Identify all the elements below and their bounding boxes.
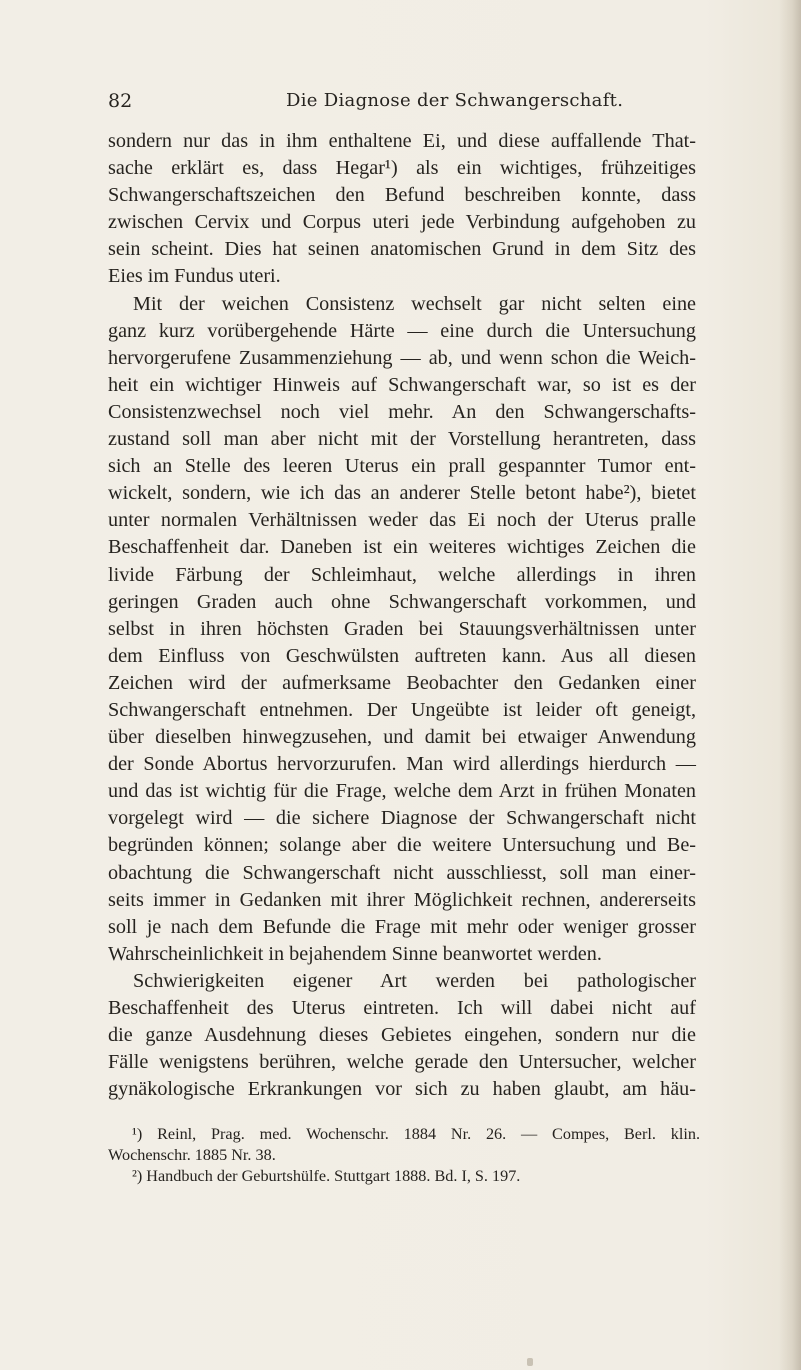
text-line: sich an Stelle des leeren Uterus ein prall gespannter Tumor ent- (108, 455, 696, 478)
text-line: Beschaffenheit dar. Daneben ist ein weiteres wichtiges Zeichen die (108, 536, 696, 559)
footnotes (108, 1124, 700, 1187)
text-line: Mit der weichen Consistenz wechselt gar nicht selten eine (133, 292, 696, 315)
text-line: Beschaffenheit des Uterus eintreten. Ich will dabei nicht auf (108, 997, 696, 1019)
text-line: über dieselben hinwegzusehen, und damit bei etwaiger Anwendung (108, 726, 696, 749)
text-line: selbst in ihren höchsten Graden bei Stauungsverhältnissen unter (108, 617, 696, 640)
footnote-1-continued: Wochenschr. 1885 Nr. 38. (108, 1146, 276, 1164)
text-line: livide Färbung der Schleimhaut, welche allerdings in ihren (108, 563, 696, 586)
text-line: obachtung die Schwangerschaft nicht ausschliesst, soll man einer- (108, 861, 696, 884)
page-number: 82 (108, 90, 133, 112)
text-line: die ganze Ausdehnung dieses Gebietes eingehen, sondern nur die (108, 1024, 696, 1047)
text-line: Schwierigkeiten eigener Art werden bei pathologischer (133, 969, 696, 992)
text-line: Schwangerschaft entnehmen. Der Ungeübte ist leider oft geneigt, (108, 698, 696, 721)
text-line: und das ist wichtig für die Frage, welche dem Arzt in frühen Monaten (108, 780, 696, 803)
text-line: sache erklärt es, dass Hegar¹) als ein wichtiges, frühzeitiges (108, 157, 696, 180)
text-line: geringen Graden auch ohne Schwangerschaft vorkommen, und (108, 590, 696, 613)
text-line: der Sonde Abortus hervorzurufen. Man wird allerdings hierdurch — (108, 753, 696, 776)
body-text (108, 128, 696, 1103)
page-edge-shadow (779, 0, 801, 1370)
text-line: hervorgerufene Zusammenziehung — ab, und wenn schon die Weich- (108, 346, 696, 369)
text-line: ganz kurz vorübergehende Härte — eine durch die Untersuchung (108, 319, 696, 342)
text-line: zwischen Cervix und Corpus uteri jede Verbindung aufgehoben zu (108, 211, 696, 234)
text-line: gynäkologische Erkrankungen vor sich zu haben glaubt, am häu- (108, 1078, 696, 1101)
footnote-1: ¹) Reinl, Prag. med. Wochenschr. 1884 Nr. 26. — Compes, Berl. klin. (132, 1125, 700, 1143)
text-line: soll je nach dem Befunde die Frage mit mehr oder weniger grosser (108, 915, 696, 938)
text-line: sein scheint. Dies hat seinen anatomischen Grund in dem Sitz des (108, 238, 696, 261)
running-title: Die Diagnose der Schwangerschaft. (286, 90, 624, 111)
text-line: seits immer in Gedanken mit ihrer Möglichkeit rechnen, andererseits (108, 888, 696, 911)
text-line: Schwangerschaftszeichen den Befund beschreiben konnte, dass (108, 184, 696, 207)
text-line: heit ein wichtiger Hinweis auf Schwangerschaft war, so ist es der (108, 373, 696, 396)
text-line: Zeichen wird der aufmerksame Beobachter den Gedanken einer (108, 671, 696, 694)
text-line: zustand soll man aber nicht mit der Vorstellung herantreten, dass (108, 428, 696, 451)
text-line: vorgelegt wird — die sichere Diagnose der Schwangerschaft nicht (108, 807, 696, 830)
text-line: dem Einfluss von Geschwülsten auftreten kann. Aus all diesen (108, 644, 696, 667)
text-line: begründen können; solange aber die weitere Untersuchung und Be- (108, 834, 696, 857)
running-header (108, 86, 708, 116)
footnote-2: ²) Handbuch der Geburtshülfe. Stuttgart 1888. Bd. I, S. 197. (132, 1167, 521, 1185)
text-line: Consistenzwechsel noch viel mehr. An den Schwangerschafts- (108, 400, 696, 423)
ink-mark (527, 1358, 533, 1366)
text-line: Eies im Fundus uteri. (108, 265, 281, 288)
text-line: Fälle wenigstens berühren, welche gerade den Untersucher, welcher (108, 1051, 696, 1074)
text-line: Wahrscheinlichkeit in bejahendem Sinne beanwortet werden. (108, 942, 602, 965)
text-line: sondern nur das in ihm enthaltene Ei, und diese auffallende That- (108, 130, 696, 152)
text-line: wickelt, sondern, wie ich das an anderer Stelle betont habe²), bietet (108, 482, 696, 505)
text-line: unter normalen Verhältnissen weder das Ei noch der Uterus pralle (108, 509, 696, 532)
